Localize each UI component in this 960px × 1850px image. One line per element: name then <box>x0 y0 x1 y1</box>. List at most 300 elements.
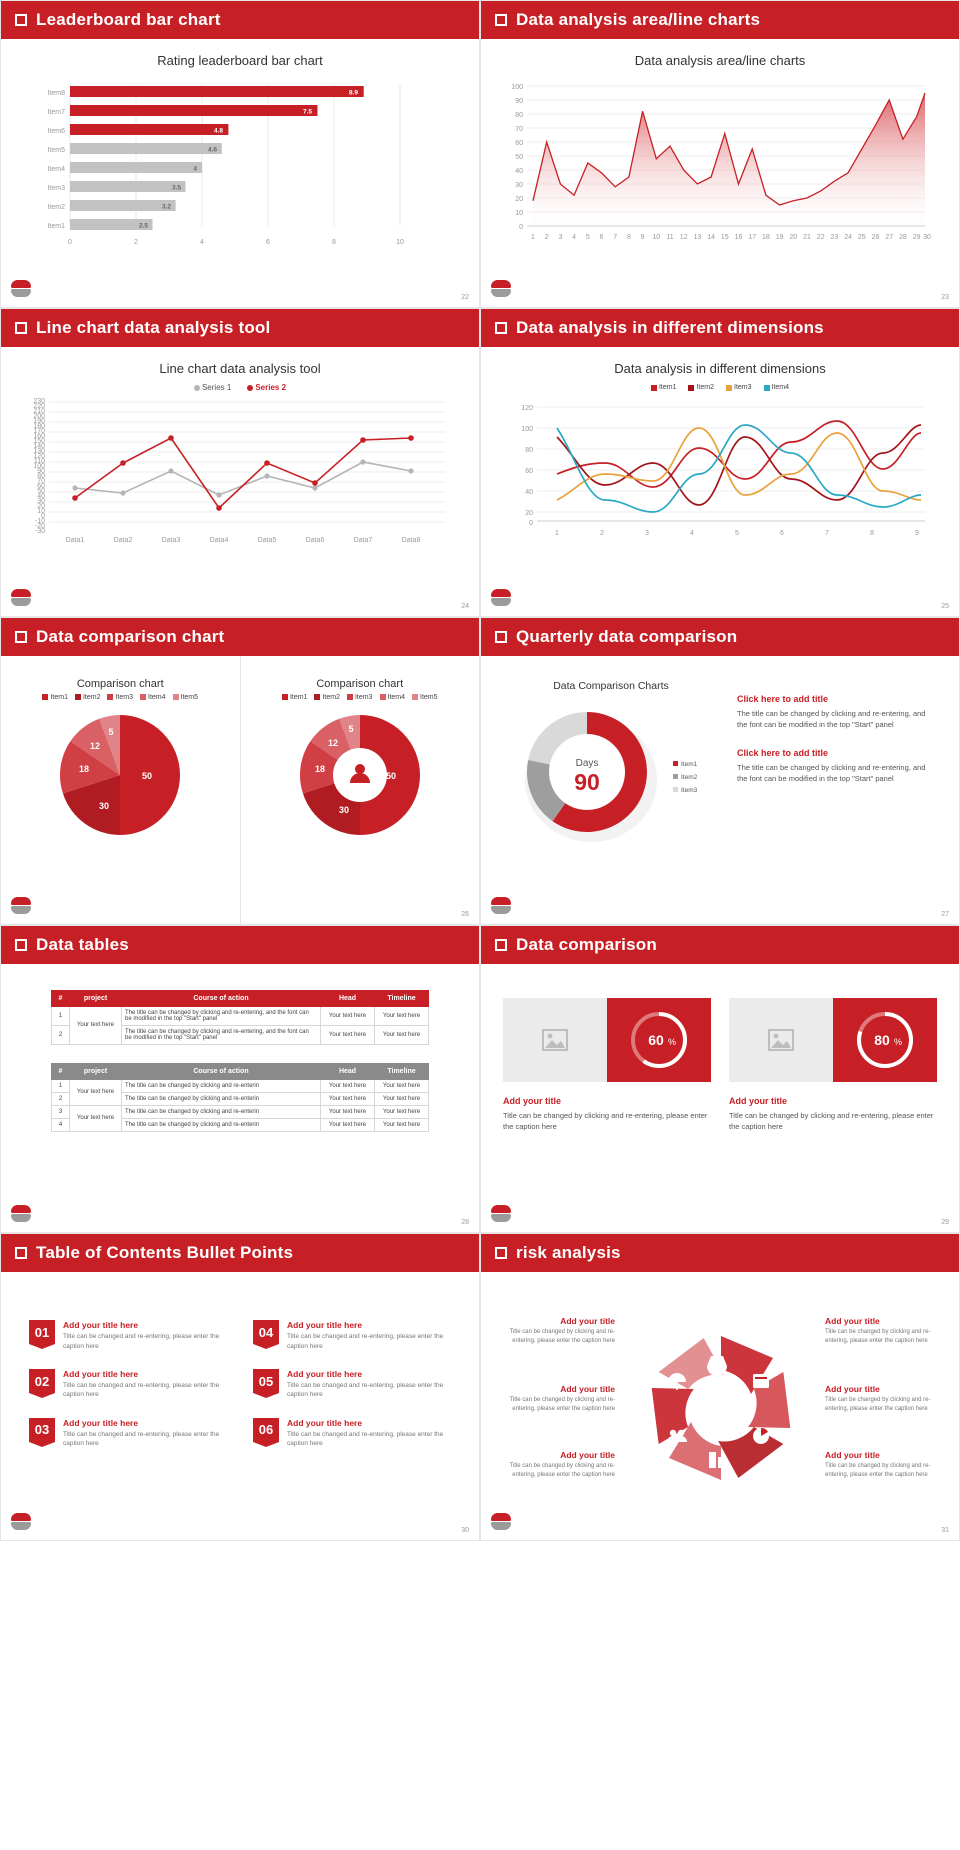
text-block-title: Click here to add title <box>737 693 829 704</box>
col-timeline: Timeline <box>375 1063 429 1079</box>
risk-title: Add your title <box>825 1450 880 1461</box>
slide-header <box>481 618 959 656</box>
cell-index: 2 <box>52 1025 70 1044</box>
square-icon <box>495 631 507 643</box>
square-icon <box>15 322 27 334</box>
data-table-gray <box>51 1063 429 1132</box>
svg-text:20: 20 <box>789 234 798 241</box>
svg-text:Item3: Item3 <box>681 786 698 794</box>
page-number: 28 <box>461 1219 469 1227</box>
slide-title: Data comparison <box>516 934 657 954</box>
svg-text:Item4: Item4 <box>47 166 65 173</box>
pie-icon <box>753 1428 769 1444</box>
slide-leaderboard-bar-chart <box>0 0 480 308</box>
comparison-block <box>503 998 711 1133</box>
slide-area-line-charts <box>480 0 960 308</box>
legend-item-item1[interactable] <box>282 694 308 701</box>
svg-text:80: 80 <box>525 447 533 455</box>
svg-text:40: 40 <box>37 493 45 501</box>
slide-data-comparison-chart <box>0 617 480 925</box>
cell-course: The title can be changed by clicking and re-enterin <box>122 1079 321 1092</box>
svg-text:11: 11 <box>666 234 674 241</box>
slide-title: Data tables <box>36 934 129 954</box>
svg-text:30: 30 <box>515 182 523 189</box>
cell-head: Your text here <box>321 1105 375 1118</box>
svg-text:150: 150 <box>33 438 45 446</box>
cell-timeline: Your text here <box>375 1006 429 1025</box>
toc-title: Add your title here <box>63 1417 139 1428</box>
toc-title: Add your title here <box>287 1369 363 1380</box>
svg-text:8.9: 8.9 <box>348 89 358 97</box>
table-row <box>52 1006 429 1025</box>
svg-text:8: 8 <box>870 530 874 538</box>
svg-text:100: 100 <box>511 84 523 91</box>
legend-item-item2[interactable] <box>314 694 340 701</box>
toc-desc: Title can be changed and re-entering, please enter the caption here <box>287 1333 444 1350</box>
col-project: project <box>70 1063 122 1079</box>
svg-text:50: 50 <box>37 488 45 496</box>
svg-text:Item1: Item1 <box>47 223 65 230</box>
svg-text:Data2: Data2 <box>113 537 133 545</box>
svg-text:24: 24 <box>844 234 852 241</box>
legend-swatch <box>140 694 146 700</box>
risk-title: Add your title <box>825 1316 880 1327</box>
toc-title: Add your title here <box>287 1417 363 1428</box>
svg-text:100: 100 <box>521 426 533 434</box>
page-number: 23 <box>941 294 949 302</box>
slide-title: Data analysis area/line charts <box>516 10 761 29</box>
page-number: 27 <box>941 910 949 918</box>
slide-header <box>481 1234 959 1272</box>
svg-text:2: 2 <box>134 239 138 246</box>
logo <box>11 280 31 300</box>
svg-text:18: 18 <box>762 234 770 241</box>
toc-item-01[interactable] <box>29 1320 227 1351</box>
svg-text:Data8: Data8 <box>401 537 421 545</box>
col-head: Head <box>321 1063 375 1079</box>
svg-text:230: 230 <box>33 398 45 406</box>
svg-text:10: 10 <box>515 210 523 217</box>
toc-desc: Title can be changed and re-entering, please enter the caption here <box>63 1430 220 1448</box>
square-icon <box>495 939 507 951</box>
cell-project: Your text here <box>70 1006 122 1044</box>
svg-text:29: 29 <box>912 234 921 241</box>
square-icon <box>15 631 27 643</box>
svg-text:10: 10 <box>396 239 404 246</box>
svg-text:22: 22 <box>816 234 825 241</box>
logo <box>11 1205 31 1225</box>
legend-item-item2[interactable] <box>688 384 714 391</box>
legend-label: Item2 <box>82 693 101 701</box>
svg-text:100: 100 <box>33 463 45 471</box>
svg-text:9: 9 <box>640 234 645 241</box>
chart-title: Comparison chart <box>76 677 164 690</box>
svg-text:Item5: Item5 <box>47 147 65 154</box>
block-title: Add your title <box>503 1095 561 1106</box>
svg-text:8: 8 <box>626 234 631 241</box>
pinwheel-diagram <box>621 1308 821 1508</box>
risk-label-left-bottom <box>487 1450 615 1479</box>
slide-title: Quarterly data comparison <box>516 626 738 646</box>
legend-item-item5[interactable] <box>412 694 438 701</box>
svg-text:Item6: Item6 <box>47 128 65 135</box>
svg-text:Item3: Item3 <box>47 185 65 192</box>
slide-title: Leaderboard bar chart <box>36 10 221 29</box>
square-icon <box>495 322 507 334</box>
svg-text:Item2: Item2 <box>47 204 65 211</box>
percent-ring-panel <box>833 998 937 1082</box>
legend-item-item3[interactable] <box>347 694 373 701</box>
cell-timeline: Your text here <box>375 1092 429 1105</box>
chart-legend <box>481 384 959 391</box>
slide-risk-analysis <box>480 1233 960 1541</box>
svg-text:18: 18 <box>314 763 325 774</box>
svg-text:50: 50 <box>142 770 153 781</box>
svg-text:3.2: 3.2 <box>161 203 171 211</box>
svg-text:70: 70 <box>37 478 45 486</box>
legend-label: Item3 <box>115 693 133 701</box>
svg-text:1: 1 <box>531 234 535 241</box>
col-timeline: Timeline <box>375 990 429 1006</box>
toc-number: 05 <box>253 1369 279 1393</box>
block-body: Title can be changed by clicking and re-entering, please enter the caption here <box>729 1110 934 1132</box>
svg-text:140: 140 <box>33 443 45 451</box>
svg-text:4: 4 <box>200 239 204 246</box>
toc-item-06[interactable] <box>253 1418 451 1449</box>
calendar-icon <box>753 1374 769 1388</box>
page-number: 24 <box>461 602 469 610</box>
area-chart <box>495 76 945 261</box>
percent-value: 60 <box>648 1031 664 1048</box>
chart-legend <box>1 694 240 701</box>
cell-timeline: Your text here <box>375 1105 429 1118</box>
legend-item-item3[interactable] <box>726 384 752 391</box>
legend-item-item4[interactable] <box>140 694 166 701</box>
toc-number: 06 <box>253 1418 279 1442</box>
svg-text:3: 3 <box>645 530 649 538</box>
page-number: 29 <box>941 1219 949 1227</box>
legend-swatch <box>173 694 179 700</box>
legend-item-series2[interactable] <box>247 383 286 392</box>
page-number: 25 <box>941 602 949 610</box>
page-number: 30 <box>461 1527 469 1535</box>
legend-item-item1[interactable] <box>651 384 677 391</box>
svg-text:130: 130 <box>33 448 45 456</box>
legend-item-item1[interactable] <box>42 694 68 701</box>
toc-desc: Title can be changed and re-entering, please enter the caption here <box>287 1382 444 1399</box>
cell-head: Your text here <box>321 1025 375 1044</box>
svg-text:120: 120 <box>33 453 45 461</box>
text-panel <box>731 680 959 924</box>
square-icon <box>15 14 27 26</box>
square-icon <box>495 1247 507 1259</box>
legend-swatch <box>42 694 48 700</box>
svg-text:10: 10 <box>37 508 45 516</box>
svg-text:12: 12 <box>679 234 688 241</box>
logo <box>491 589 511 609</box>
cell-course: The title can be changed by clicking and re-entering, and the font can be modified in the top "Start" panel <box>122 1025 321 1044</box>
risk-desc: Title can be changed by clicking and re-entering, please enter the caption here <box>509 1463 615 1478</box>
svg-text:27: 27 <box>885 234 894 241</box>
cell-timeline: Your text here <box>375 1025 429 1044</box>
legend-item-item4[interactable] <box>764 384 790 391</box>
svg-text:60: 60 <box>37 483 45 491</box>
svg-text:-20: -20 <box>34 523 45 531</box>
cell-head: Your text here <box>321 1092 375 1105</box>
data-table-red <box>51 990 429 1045</box>
toc-item-02[interactable] <box>29 1369 227 1400</box>
svg-text:30: 30 <box>338 804 349 815</box>
svg-text:25: 25 <box>857 234 866 241</box>
risk-desc: Title can be changed by clicking and re-entering, please enter the caption here <box>509 1397 615 1412</box>
svg-text:120: 120 <box>521 405 533 413</box>
logo <box>11 589 31 609</box>
svg-text:5: 5 <box>348 723 354 734</box>
svg-text:28: 28 <box>899 234 907 241</box>
svg-text:Item7: Item7 <box>47 109 65 116</box>
svg-text:2: 2 <box>544 234 549 241</box>
chart-title: Line chart data analysis tool <box>159 361 321 377</box>
legend-label: Series 2 <box>255 383 287 393</box>
svg-text:4.6: 4.6 <box>207 146 217 154</box>
percent-suffix: % <box>667 1036 677 1047</box>
percent-value: 80 <box>874 1031 890 1048</box>
col-index: # <box>52 1063 70 1079</box>
legend-item-item4[interactable] <box>380 694 406 701</box>
risk-title: Add your title <box>560 1384 615 1395</box>
svg-text:0: 0 <box>41 513 45 521</box>
svg-text:5: 5 <box>585 234 590 241</box>
legend-label: Item4 <box>148 693 166 701</box>
table-header-row <box>52 1063 429 1079</box>
col-course: Course of action <box>122 1063 321 1079</box>
svg-text:210: 210 <box>33 408 45 416</box>
slide-title: Data comparison chart <box>36 626 225 646</box>
legend-swatch <box>247 385 253 391</box>
table-header-row <box>52 990 429 1006</box>
cell-index: 1 <box>52 1006 70 1025</box>
svg-text:17: 17 <box>748 234 757 241</box>
legend-label: Item5 <box>180 693 199 701</box>
svg-text:40: 40 <box>525 489 533 497</box>
logo <box>11 897 31 917</box>
svg-text:90: 90 <box>515 98 523 105</box>
svg-text:10: 10 <box>652 234 661 241</box>
risk-label-right-mid <box>825 1384 953 1413</box>
svg-text:20: 20 <box>515 196 523 203</box>
svg-text:6: 6 <box>266 239 270 246</box>
toc-item-04[interactable] <box>253 1320 451 1351</box>
svg-text:190: 190 <box>33 418 45 426</box>
logo <box>491 1513 511 1533</box>
slide-toc-bullets <box>0 1233 480 1541</box>
percent-suffix: % <box>893 1036 903 1047</box>
svg-text:20: 20 <box>525 510 533 518</box>
slide-header <box>1 618 479 656</box>
donut-center-top: Days <box>575 757 599 769</box>
legend-swatch <box>688 385 694 391</box>
svg-text:4: 4 <box>572 234 577 241</box>
chart-title: Rating leaderboard bar chart <box>157 53 323 68</box>
svg-text:19: 19 <box>775 234 784 241</box>
svg-text:80: 80 <box>37 473 45 481</box>
text-block-body: The title can be changed by clicking and re-entering, and the font can be modified in the top "Start" panel <box>737 708 926 729</box>
toc-number: 01 <box>29 1320 55 1344</box>
svg-text:30: 30 <box>923 234 931 241</box>
cell-project: Your text here <box>70 1105 122 1131</box>
toc-desc: Title can be changed and re-entering, please enter the caption here <box>287 1430 444 1448</box>
block-title: Add your title <box>729 1095 787 1106</box>
square-icon <box>15 1247 27 1259</box>
legend-label: Item1 <box>50 693 68 701</box>
svg-text:180: 180 <box>33 423 45 431</box>
cell-head: Your text here <box>321 1118 375 1131</box>
percent-ring-panel <box>607 998 711 1082</box>
slide-header <box>1 926 479 964</box>
legend-swatch <box>314 694 320 700</box>
svg-text:30: 30 <box>37 498 45 506</box>
risk-desc: Title can be changed by clicking and re-entering, please enter the caption here <box>825 1329 931 1344</box>
svg-text:Data5: Data5 <box>257 537 277 545</box>
text-block-body: The title can be changed by clicking and re-entering, and the font can be modified in the top "Start" panel <box>737 763 926 784</box>
svg-text:Data7: Data7 <box>353 537 373 545</box>
svg-text:110: 110 <box>33 458 45 466</box>
svg-text:2.5: 2.5 <box>138 222 148 230</box>
svg-text:200: 200 <box>33 413 45 421</box>
svg-text:16: 16 <box>734 234 743 241</box>
legend-label: Item5 <box>420 693 438 701</box>
col-project: project <box>70 990 122 1006</box>
logo <box>11 1513 31 1533</box>
svg-text:220: 220 <box>33 403 45 411</box>
image-placeholder[interactable] <box>729 998 833 1082</box>
slide-header <box>1 1234 479 1272</box>
svg-text:Item8: Item8 <box>47 90 65 97</box>
svg-text:50: 50 <box>515 154 523 161</box>
table-row <box>52 1079 429 1092</box>
cell-project: Your text here <box>70 1079 122 1105</box>
svg-text:Data4: Data4 <box>209 537 229 545</box>
legend-swatch <box>726 385 732 391</box>
svg-text:14: 14 <box>707 234 715 241</box>
svg-text:170: 170 <box>33 428 45 436</box>
legend-item-series1[interactable] <box>194 383 231 392</box>
cell-index: 1 <box>52 1079 70 1092</box>
square-icon <box>495 14 507 26</box>
svg-text:Data1: Data1 <box>65 537 85 545</box>
toc-title: Add your title here <box>287 1320 363 1331</box>
legend-item-item2[interactable] <box>75 694 101 701</box>
svg-text:60: 60 <box>515 140 523 147</box>
pie-panel-right <box>241 656 480 924</box>
toc-item-03[interactable] <box>29 1418 227 1449</box>
line-chart <box>15 394 465 559</box>
legend-swatch <box>651 385 657 391</box>
svg-text:0: 0 <box>529 520 533 528</box>
svg-text:-10: -10 <box>34 518 45 526</box>
legend-label: Item2 <box>322 693 340 701</box>
toc-grid <box>1 1272 479 1467</box>
svg-text:80: 80 <box>515 112 523 119</box>
image-icon <box>542 1029 568 1051</box>
risk-desc: Title can be changed by clicking and re-entering, please enter the caption here <box>825 1397 931 1412</box>
svg-text:12: 12 <box>90 740 101 751</box>
svg-text:6: 6 <box>599 234 604 241</box>
svg-text:0: 0 <box>519 224 523 231</box>
legend-label: Item3 <box>734 384 752 392</box>
legend-item-item5[interactable] <box>173 694 199 701</box>
risk-label-right-bottom <box>825 1450 953 1479</box>
toc-item-05[interactable] <box>253 1369 451 1400</box>
cell-course: The title can be changed by clicking and re-enterin <box>122 1105 321 1118</box>
svg-text:40: 40 <box>515 168 523 175</box>
risk-desc: Title can be changed by clicking and re-entering, please enter the caption here <box>509 1329 615 1344</box>
toc-number: 02 <box>29 1369 55 1393</box>
slide-title: Data analysis in different dimensions <box>516 318 824 338</box>
svg-text:18: 18 <box>79 763 90 774</box>
svg-text:30: 30 <box>99 800 110 811</box>
cell-head: Your text here <box>321 1006 375 1025</box>
page-number: 26 <box>461 910 469 918</box>
toc-desc: Title can be changed and re-entering, please enter the caption here <box>63 1382 220 1399</box>
chart-legend <box>1 383 479 392</box>
svg-text:Item1: Item1 <box>681 760 698 768</box>
legend-label: Item1 <box>289 693 308 701</box>
svg-text:15: 15 <box>720 234 729 241</box>
legend-swatch <box>194 385 200 391</box>
legend-label: Item2 <box>696 384 714 392</box>
col-index: # <box>52 990 70 1006</box>
svg-text:3: 3 <box>558 234 563 241</box>
cell-course: The title can be changed by clicking and re-entering, and the font can be modified in the top "Start" panel <box>122 1006 321 1025</box>
pie-panel-left <box>1 656 241 924</box>
legend-swatch <box>380 694 386 700</box>
text-block-title: Click here to add title <box>737 748 829 759</box>
svg-text:21: 21 <box>803 234 811 241</box>
risk-label-left-top <box>493 1316 615 1345</box>
percent-ring <box>852 1007 918 1073</box>
svg-text:4: 4 <box>690 530 694 538</box>
image-icon <box>768 1029 794 1051</box>
svg-text:4.8: 4.8 <box>213 127 223 135</box>
image-placeholder[interactable] <box>503 998 607 1082</box>
toc-title: Add your title here <box>63 1320 139 1331</box>
svg-text:8: 8 <box>332 239 336 246</box>
cell-course: The title can be changed by clicking and re-enterin <box>122 1092 321 1105</box>
square-icon <box>15 939 27 951</box>
slide-line-chart-tool <box>0 308 480 616</box>
col-course: Course of action <box>122 990 321 1006</box>
logo <box>491 1205 511 1225</box>
svg-text:7: 7 <box>613 234 618 241</box>
svg-text:7.5: 7.5 <box>302 108 312 116</box>
legend-label: Series 1 <box>201 383 232 393</box>
legend-item-item3[interactable] <box>107 694 133 701</box>
slide-title: risk analysis <box>516 1243 621 1263</box>
svg-text:3.5: 3.5 <box>171 184 181 192</box>
slide-dimensions-analysis <box>480 308 960 616</box>
risk-title: Add your title <box>560 1316 615 1327</box>
table-row <box>52 1105 429 1118</box>
toc-desc: Title can be changed and re-entering, please enter the caption here <box>63 1333 220 1350</box>
multi-line-chart <box>495 395 945 555</box>
donut-center-value: 90 <box>574 768 600 795</box>
col-head: Head <box>321 990 375 1006</box>
svg-text:5: 5 <box>735 530 739 538</box>
svg-text:9: 9 <box>915 530 919 538</box>
chart-legend <box>241 694 480 701</box>
slide-header <box>481 926 959 964</box>
